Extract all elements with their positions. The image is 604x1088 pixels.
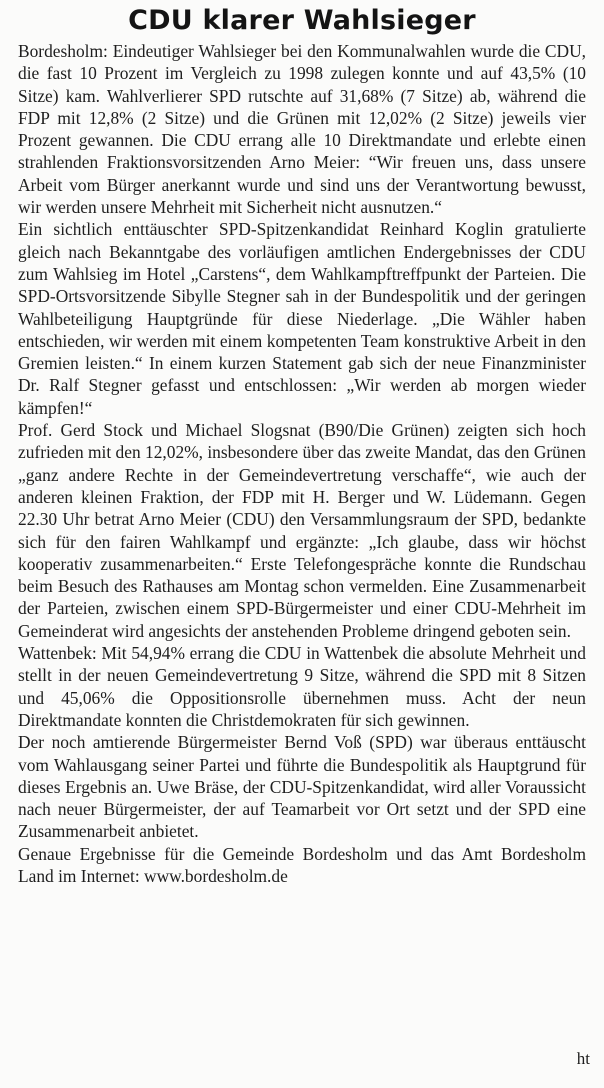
- paragraph-spd-reaction: Ein sichtlich enttäuschter SPD-Spitzenkandidat Reinhard Koglin gratulierte gleich nach Bekanntgabe des vorläufigen amtlichen Endergebnisses der CDU zum Wahlsieg im Hotel „Carstens“, dem Wahlkampftreffpunkt der Parteien. Die SPD-Ortsvorsitzende Sibylle Stegner sah in der Bundespolitik und der geringen Wahlbeteiligung Hauptgründe für diese Niederlage. „Die Wähler haben entschieden, wir werden mit einem kompetenten Team konstruktive Arbeit in den Gremien leisten.“ In einem kurzen Statement gab sich der neue Finanzminister Dr. Ralf Stegner gefasst und entschlossen: „Wir werden ab morgen wieder kämpfen!“: [18, 219, 586, 418]
- paragraph-bordesholm-results: Bordesholm: Eindeutiger Wahlsieger bei den Kommunalwahlen wurde die CDU, die fast 10 Prozent im Vergleich zu 1998 zulegen konnte und auf 43,5% (10 Sitze) kam. Wahlverlierer SPD rutschte auf 31,68% (7 Sitze) ab, während die FDP mit 12,8% (2 Sitze) und die Grünen mit 12,02% (2 Sitze) jeweils vier Prozent gewannen. Die CDU errang alle 10 Direktmandate und erlebte einen strahlenden Fraktionsvorsitzenden Arno Meier: “Wir freuen uns, dass unsere Arbeit vom Bürger anerkannt wurde und sind uns der Verantwortung bewusst, wir werden unsere Mehrheit mit Sicherheit nicht ausnutzen.“: [18, 41, 586, 218]
- author-initials: ht: [576, 1049, 590, 1068]
- headline: CDU klarer Wahlsieger: [128, 5, 476, 36]
- paragraph-internet-results: Genaue Ergebnisse für die Gemeinde Bordesholm und das Amt Bordesholm Land im Internet: www.bordesholm.de: [18, 843, 586, 886]
- article-body: [18, 40, 586, 887]
- paragraph-wattenbek-results: Wattenbek: Mit 54,94% errang die CDU in Wattenbek die absolute Mehrheit und stellt in der neuen Gemeindevertretung 9 Sitze, während die SPD mit 8 Sitzen und 45,06% die Oppositionsrolle übernehmen muss. Acht der neun Direktmandate konnten die Christdemokraten für sich gewinnen.: [18, 643, 586, 730]
- paragraph-mayor-reaction: Der noch amtierende Bürgermeister Bernd Voß (SPD) war überaus enttäuscht vom Wahlausgang seiner Partei und führte die Bundespolitik als Hauptgrund für dieses Ergebnis an. Uwe Bräse, der CDU-Spitzenkandidat, wird aller Voraussicht nach neuer Bürgermeister, der auf Teamarbeit vor Ort setzt und der SPD eine Zusammenarbeit anbietet.: [18, 732, 586, 842]
- paragraph-greens-reaction: Prof. Gerd Stock und Michael Slogsnat (B90/Die Grünen) zeigten sich hoch zufrieden mit den 12,02%, insbesondere über das zweite Mandat, das den Grünen „ganz andere Rechte in der Gemeindevertretung verschaffe“, wie auch der anderen kleinen Fraktion, der FDP mit H. Berger und W. Lüdemann. Gegen 22.30 Uhr betrat Arno Meier (CDU) den Versammlungsraum der SPD, bedankte sich für den fairen Wahlkampf und ergänzte: „Ich glaube, dass wir höchst kooperativ zusammenarbeiten.“ Erste Telefongespräche konnte die Rundschau beim Besuch des Rathauses am Montag schon vermelden. Eine Zusammenarbeit der Parteien, zwischen einem SPD-Bürgermeister und einer CDU-Mehrheit im Gemeinderat wird angesichts der anstehenden Probleme dringend geboten sein.: [18, 420, 586, 641]
